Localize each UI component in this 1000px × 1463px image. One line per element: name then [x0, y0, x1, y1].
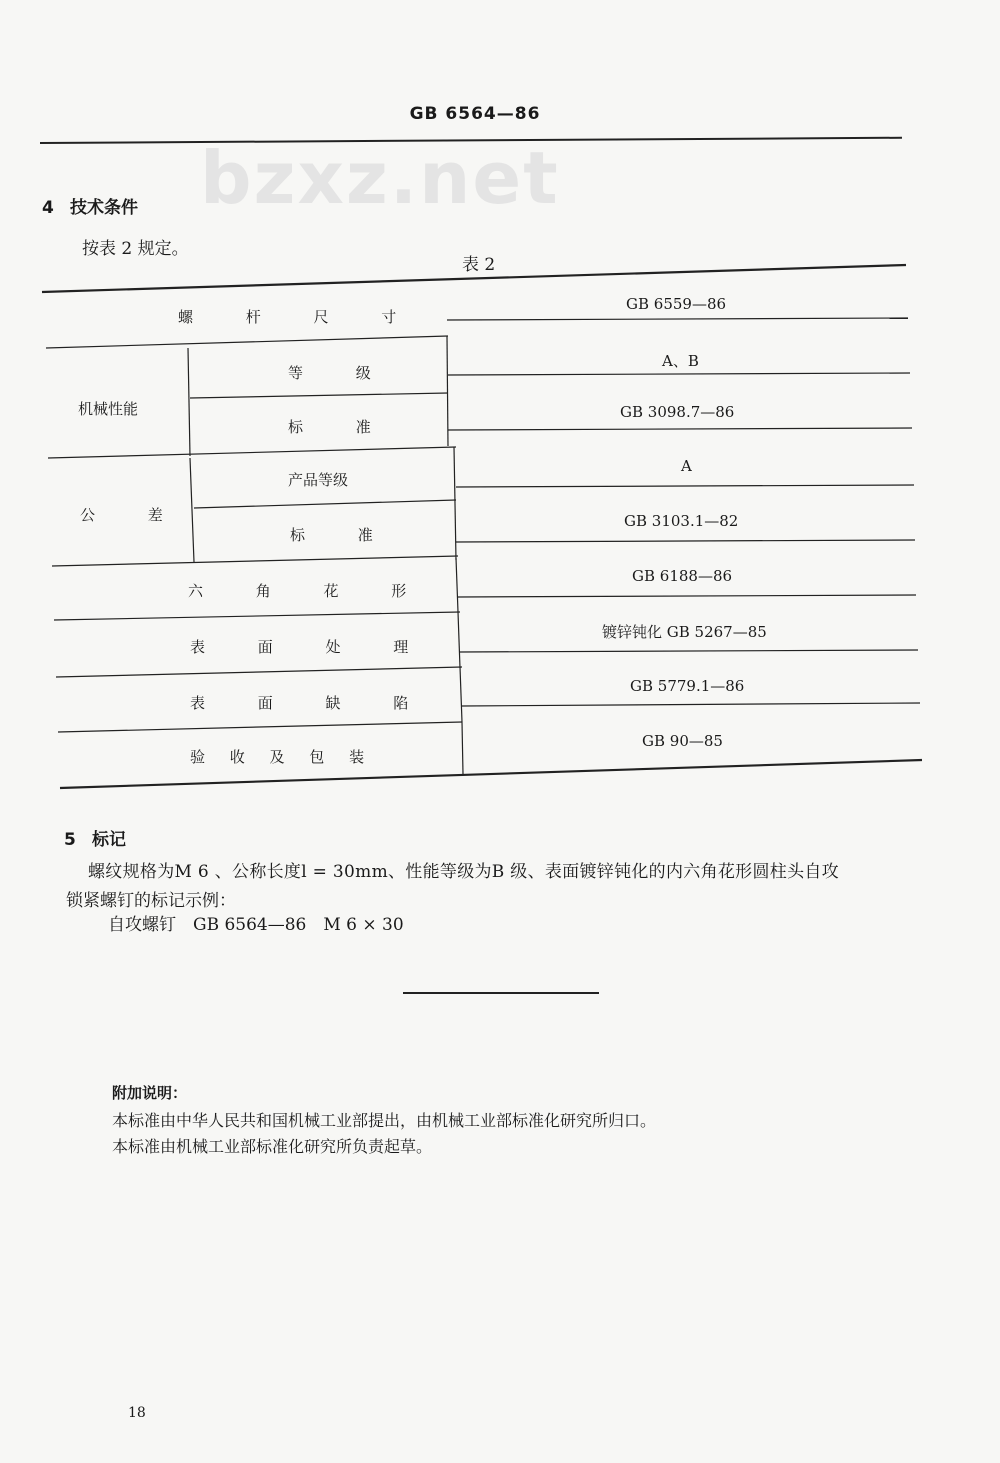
notes-line-2: 本标准由机械工业部标准化研究所负责起草。: [112, 1137, 433, 1156]
cell-mechanical-standard-value: GB 3098.7—86: [620, 403, 735, 421]
cell-thread-size-value: GB 6559—86: [626, 295, 727, 313]
cell-surface-defects-value: GB 5779.1—86: [630, 677, 745, 695]
cell-tolerance-standard-value: GB 3103.1—82: [624, 512, 739, 530]
cell-tolerance-grade-value: A: [681, 457, 692, 475]
section-4-heading: [42, 193, 138, 218]
cell-tolerance-standard-label: 标 准: [290, 526, 397, 544]
cell-surface-defects-label: 表 面 缺 陷: [190, 694, 433, 712]
section-5-example: 自攻螺钉 GB 6564—86 M 6 × 30: [108, 915, 404, 935]
section-4-intro: 按表 2 规定。: [82, 239, 189, 259]
section-5-text-line1: 螺纹规格为M 6 、公称长度l = 30mm、性能等级为B 级、表面镀锌钝化的内六角花形圆柱头自攻: [88, 862, 839, 882]
section-5-text-line2: 锁紧螺钉的标记示例：: [66, 891, 236, 911]
cell-hexalobular-value: GB 6188—86: [632, 567, 733, 585]
page-header-standard-number: GB 6564—86: [409, 104, 541, 124]
cell-acceptance-label: 验 收 及 包 装: [190, 748, 375, 766]
cell-hexalobular-label: 六 角 花 形: [188, 582, 431, 600]
cell-tolerance-group-label: 公 差: [80, 506, 187, 524]
page-number: 18: [128, 1405, 146, 1421]
end-rule: [403, 992, 599, 994]
table-caption: 表 2: [462, 255, 496, 275]
cell-acceptance-value: GB 90—85: [642, 732, 723, 750]
section-5-heading: [64, 825, 126, 850]
cell-surface-treatment-value: 镀锌钝化 GB 5267—85: [602, 623, 767, 641]
cell-surface-treatment-label: 表 面 处 理: [190, 638, 433, 656]
notes-title: 附加说明：: [112, 1084, 188, 1102]
cell-thread-size-label: 螺 杆 尺 寸: [178, 308, 421, 326]
notes-line-1: 本标准由中华人民共和国机械工业部提出，由机械工业部标准化研究所归口。: [112, 1111, 657, 1130]
section-4-title: 技术条件: [70, 198, 138, 218]
cell-tolerance-grade-label: 产品等级: [288, 471, 349, 489]
cell-mechanical-group-label: 机械性能: [78, 400, 139, 418]
cell-mechanical-grade-value: A、B: [662, 352, 699, 370]
cell-mechanical-grade-label: 等 级: [288, 364, 395, 382]
cell-mechanical-standard-label: 标 准: [288, 418, 395, 436]
section-4-number: 4: [42, 198, 54, 218]
watermark: bzxz.net: [200, 136, 560, 220]
section-5-title: 标记: [92, 830, 126, 850]
section-5-number: 5: [64, 830, 76, 850]
